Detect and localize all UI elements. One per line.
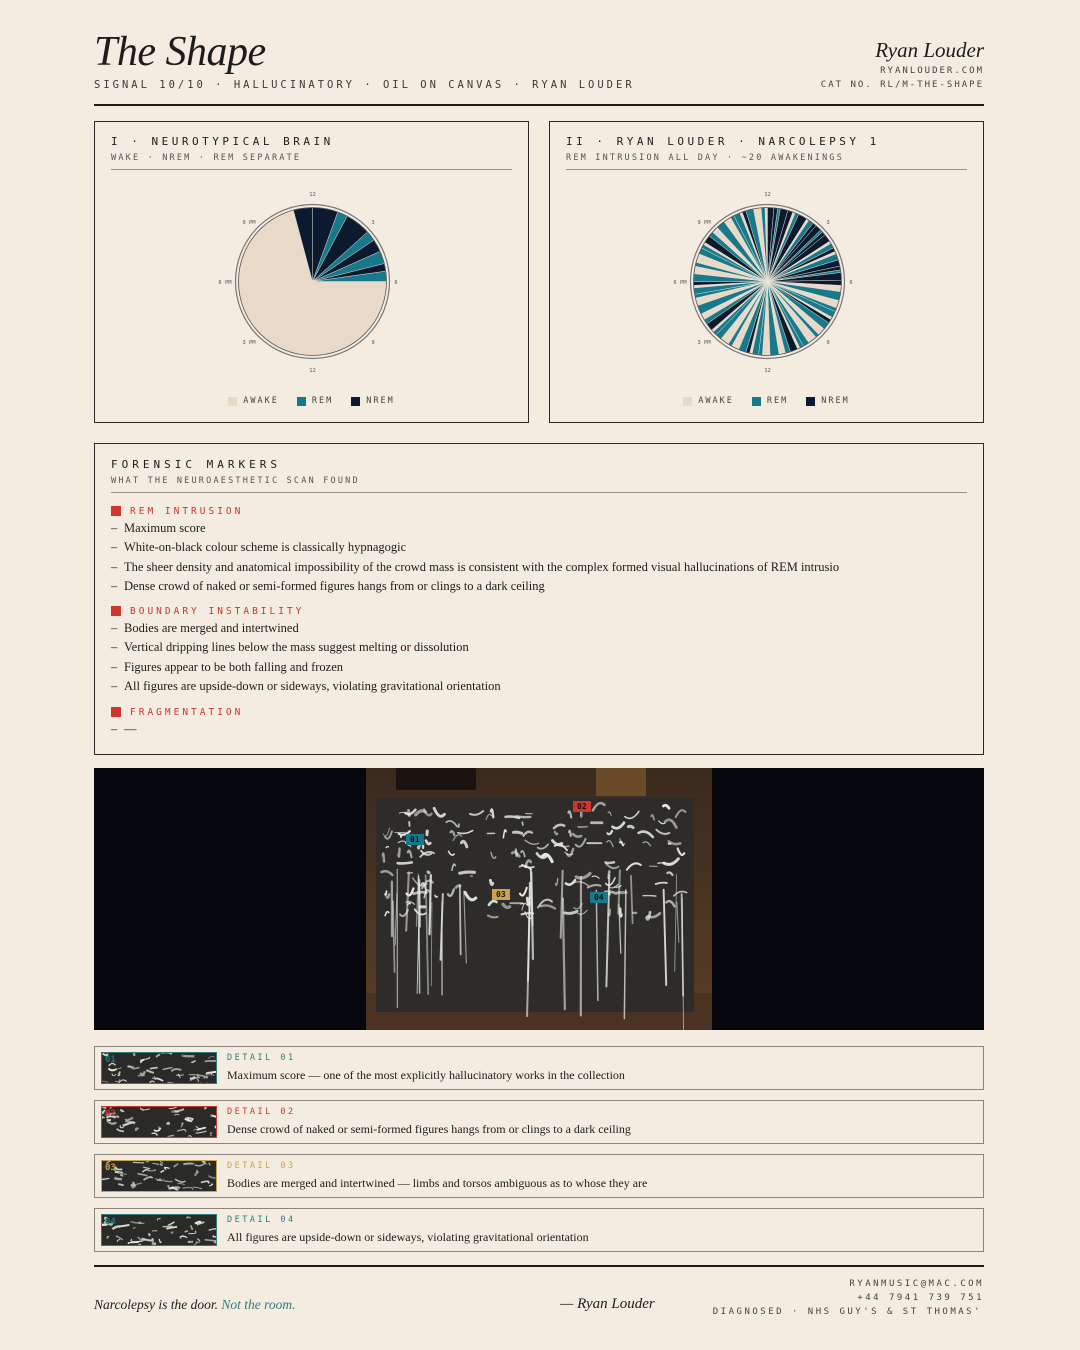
- tagline-accent: Not the room.: [221, 1297, 296, 1312]
- section-label: FRAGMENTATION: [130, 706, 244, 718]
- legend-rem: [297, 396, 333, 406]
- list-item: – Vertical dripping lines below the mass suggest melting or dissolution: [111, 640, 469, 655]
- painting-image[interactable]: [366, 768, 712, 1030]
- list-item: – Bodies are merged and intertwined: [111, 621, 299, 635]
- thumb-number: 04: [105, 1217, 116, 1227]
- legend-nrem: [806, 396, 849, 406]
- page-subtitle: SIGNAL 10/10 · HALLUCINATORY · OIL ON CANVAS · RYAN LOUDER: [94, 79, 635, 91]
- author-name: Ryan Louder: [875, 38, 984, 62]
- clock-label: 12: [764, 368, 771, 374]
- list-item: – The sheer density and anatomical impossibility of the crowd mass is consistent with the complex formed visual hallucinations of REM intrusio: [111, 559, 840, 574]
- detail-label: DETAIL 04: [227, 1215, 296, 1225]
- sleep-clock-neurotypical: [215, 184, 410, 379]
- tagline-main: Narcolepsy is the door.: [94, 1297, 218, 1312]
- panel-title: I · NEUROTYPICAL BRAIN: [111, 135, 334, 148]
- section-rem-intrusion: [111, 503, 967, 596]
- panel-subtitle: WAKE · NREM · REM SEPARATE: [111, 153, 302, 163]
- section-label: BOUNDARY INSTABILITY: [130, 605, 305, 617]
- rem-swatch: [752, 397, 761, 406]
- marker-square-icon: [111, 506, 121, 516]
- detail-text: All figures are upside-down or sideways, violating gravitational orientation: [227, 1230, 589, 1244]
- detail-label: DETAIL 02: [227, 1107, 296, 1117]
- item-text: White-on-black colour scheme is classically hypnagogic: [124, 540, 407, 555]
- thumb-number: 01: [105, 1055, 116, 1065]
- section-boundary-instability: [111, 603, 967, 696]
- item-text: Figures appear to be both falling and frozen: [124, 659, 344, 674]
- awake-swatch: [683, 397, 692, 406]
- clock-label: 3 PM: [242, 340, 256, 346]
- legend-label: AWAKE: [698, 396, 734, 406]
- painting-tag-01[interactable]: 01: [406, 834, 424, 845]
- thumb-number: 02: [105, 1109, 116, 1119]
- section-label: REM INTRUSION: [130, 505, 244, 517]
- sleep-clock-narcolepsy: [670, 184, 865, 379]
- legend-label: REM: [766, 396, 789, 406]
- detail-row-03[interactable]: [94, 1154, 984, 1198]
- legend: [550, 396, 983, 406]
- item-text: Vertical dripping lines below the mass suggest melting or dissolution: [124, 640, 469, 655]
- nrem-swatch: [351, 397, 360, 406]
- legend-rem: [752, 396, 788, 406]
- rem-swatch: [297, 397, 306, 406]
- clock-label: 12: [764, 192, 771, 198]
- detail-label: DETAIL 03: [227, 1161, 296, 1171]
- footer-divider: [94, 1265, 984, 1267]
- detail-thumbnail: [101, 1214, 217, 1246]
- item-text: Maximum score: [124, 521, 206, 535]
- website-link[interactable]: RYANLOUDER.COM: [880, 66, 984, 76]
- marker-square-icon: [111, 606, 121, 616]
- clock-label: 9 PM: [697, 220, 711, 226]
- page-header: [94, 28, 984, 106]
- clock-label: 6 PM: [673, 280, 687, 286]
- clock-label: 9: [371, 340, 375, 346]
- item-text: —: [124, 722, 137, 736]
- detail-thumbnail: [101, 1160, 217, 1192]
- clock-label: 3: [826, 220, 830, 226]
- clock-label: 12: [309, 192, 316, 198]
- clock-label: 6: [849, 280, 853, 286]
- divider: [111, 169, 512, 170]
- clock-label: 9: [826, 340, 830, 346]
- detail-text: Dense crowd of naked or semi-formed figures hangs from or clings to a dark ceiling: [227, 1122, 631, 1136]
- detail-text: Bodies are merged and intertwined — limbs and torsos ambiguous as to whose they are: [227, 1176, 648, 1190]
- section-fragmentation: [111, 704, 967, 739]
- legend-awake: [683, 396, 734, 406]
- painting-tag-04[interactable]: 04: [590, 892, 608, 903]
- panel-title: II · RYAN LOUDER · NARCOLEPSY 1: [566, 135, 880, 148]
- diagnosis-note: DIAGNOSED · NHS GUY'S & ST THOMAS': [712, 1307, 982, 1317]
- item-text: Dense crowd of naked or semi-formed figures hangs from or clings to a dark ceiling: [124, 578, 545, 593]
- detail-label: DETAIL 01: [227, 1053, 296, 1063]
- detail-text: Maximum score — one of the most explicitly hallucinatory works in the collection: [227, 1068, 625, 1082]
- detail-row-02[interactable]: [94, 1100, 984, 1144]
- clock-label: 12: [309, 368, 316, 374]
- legend-label: REM: [311, 396, 334, 406]
- clock-label: 3: [371, 220, 375, 226]
- legend-label: NREM: [366, 396, 395, 406]
- thumbnail-image: [102, 1161, 217, 1192]
- list-item: – White-on-black colour scheme is classically hypnagogic: [111, 540, 407, 555]
- thumbnail-image: [102, 1053, 217, 1084]
- painting-tag-03[interactable]: 03: [492, 889, 510, 900]
- panel-title: FORENSIC MARKERS: [111, 458, 281, 471]
- contact-phone[interactable]: +44 7941 739 751: [857, 1293, 984, 1303]
- marker-square-icon: [111, 707, 121, 717]
- detail-row-04[interactable]: [94, 1208, 984, 1252]
- painting-artwork: [366, 768, 712, 1030]
- detail-thumbnail: [101, 1052, 217, 1084]
- item-text: Bodies are merged and intertwined: [124, 621, 299, 635]
- section-header: [111, 704, 967, 720]
- list-item: – —: [111, 722, 137, 736]
- nrem-swatch: [806, 397, 815, 406]
- narcolepsy-panel: [549, 121, 984, 423]
- item-text: All figures are upside-down or sideways, violating gravitational orientation: [124, 678, 501, 693]
- footer-signoff: — Ryan Louder: [560, 1296, 655, 1312]
- footer-tagline: [94, 1297, 296, 1313]
- legend-label: NREM: [821, 396, 850, 406]
- list-item: – Maximum score: [111, 521, 206, 535]
- clock-label: 3 PM: [697, 340, 711, 346]
- list-item: – All figures are upside-down or sideways, violating gravitational orientation: [111, 678, 501, 693]
- list-item: – Dense crowd of naked or semi-formed figures hangs from or clings to a dark ceiling: [111, 578, 545, 593]
- thumb-number: 03: [105, 1163, 116, 1173]
- detail-row-01[interactable]: [94, 1046, 984, 1090]
- legend: [95, 396, 528, 406]
- forensic-markers-panel: [94, 443, 984, 755]
- clock-label: 9 PM: [242, 220, 256, 226]
- catalog-number: CAT NO. RL/M-THE-SHAPE: [820, 80, 984, 90]
- neurotypical-panel: [94, 121, 529, 423]
- divider: [111, 492, 967, 493]
- panel-subtitle: WHAT THE NEUROAESTHETIC SCAN FOUND: [111, 476, 360, 486]
- painting-tag-02[interactable]: 02: [573, 801, 591, 812]
- list-item: – Figures appear to be both falling and frozen: [111, 659, 344, 674]
- divider: [566, 169, 967, 170]
- clock-label: 6: [394, 280, 398, 286]
- clock-label: 6 PM: [218, 280, 232, 286]
- awake-swatch: [228, 397, 237, 406]
- item-text: The sheer density and anatomical impossibility of the crowd mass is consistent with the complex formed visual hallucinations of REM intrusio: [124, 559, 840, 574]
- contact-email[interactable]: RYANMUSIC@MAC.COM: [849, 1279, 984, 1289]
- section-header: [111, 603, 967, 619]
- painting-viewer: [94, 768, 984, 1030]
- legend-label: AWAKE: [243, 396, 279, 406]
- section-header: [111, 503, 967, 519]
- detail-thumbnail: [101, 1106, 217, 1138]
- thumbnail-image: [102, 1107, 217, 1138]
- legend-nrem: [351, 396, 394, 406]
- panel-subtitle: REM INTRUSION ALL DAY · ~20 AWAKENINGS: [566, 153, 845, 163]
- page-title: The Shape: [94, 29, 266, 75]
- thumbnail-image: [102, 1215, 217, 1246]
- legend-awake: [228, 396, 279, 406]
